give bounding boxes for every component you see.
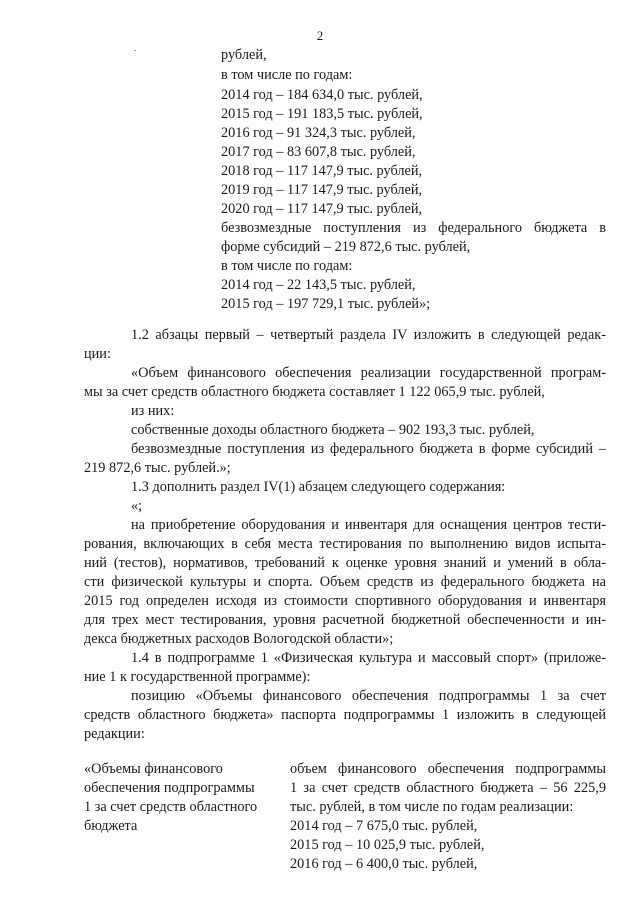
top-line: 2015 год – 191 183,5 тыс. рублей, — [221, 106, 423, 122]
table-right-line: 2014 год – 7 675,0 тыс. рублей, — [290, 818, 478, 834]
top-line: в том числе по годам: — [221, 67, 353, 83]
body-line: позицию «Объемы финансового обеспечения подпрограммы 1 за счет — [131, 688, 606, 704]
top-line: 2014 год – 22 143,5 тыс. рублей, — [221, 277, 416, 293]
table-right-line: 1 за счет средств областного бюджета – 56 225,9 — [290, 780, 606, 796]
body-line: для трех мест тестирования, уровня расчетной бюджетной обеспеченности и ин- — [84, 612, 606, 628]
table-right-line: объем финансового обеспечения подпрограммы — [290, 761, 606, 777]
top-line: рублей, — [221, 47, 267, 63]
body-line: «Объем финансового обеспечения реализации государственной програм- — [131, 365, 606, 381]
scan-mark — [134, 50, 136, 51]
top-line: 2018 год – 117 147,9 тыс. рублей, — [221, 163, 423, 179]
body-line: сти физической культуры и спорта. Объем средств из федерального бюджета на — [84, 574, 606, 590]
body-line: 219 872,6 тыс. рублей.»; — [84, 460, 231, 476]
body-line: «; — [131, 498, 143, 514]
body-line: из них: — [131, 403, 175, 419]
body-line: 1.3 дополнить раздел IV(1) абзацем следующего содержания: — [131, 479, 506, 495]
top-line: 2019 год – 117 147,9 тыс. рублей, — [221, 182, 423, 198]
body-line: ний (тестов), нормативов, требований к оценке уровня знаний и умений в обла- — [84, 555, 606, 571]
body-line: безвозмездные поступления из федерального бюджета в форме субсидий – — [131, 441, 606, 457]
body-line: 1.2 абзацы первый – четвертый раздела IV изложить в следующей редак- — [131, 327, 606, 343]
body-line: 1.4 в подпрограмме 1 «Физическая культура и массовый спорт» (приложе- — [131, 650, 606, 666]
page-number: 2 — [316, 28, 324, 43]
body-line: редакции: — [84, 726, 145, 742]
top-line: безвозмездные поступления из федерального бюджета в — [221, 220, 606, 236]
top-line: 2017 год – 83 607,8 тыс. рублей, — [221, 144, 416, 160]
top-line: в том числе по годам: — [221, 258, 353, 274]
body-line: ние 1 к государственной программе): — [84, 669, 311, 685]
body-line: ции: — [84, 346, 111, 362]
body-line: собственные доходы областного бюджета – 902 193,3 тыс. рублей, — [131, 422, 535, 438]
table-right-line: 2015 год – 10 025,9 тыс. рублей, — [290, 837, 485, 853]
table-left-line: обеспечения подпрограммы — [84, 780, 255, 796]
body-line: декса бюджетных расходов Вологодской области»; — [84, 631, 394, 647]
top-line: 2020 год – 117 147,9 тыс. рублей, — [221, 201, 423, 217]
table-right-line: 2016 год – 6 400,0 тыс. рублей, — [290, 856, 478, 872]
body-line: рования, включающих в себя места тестирования по выполнению видов испыта- — [84, 536, 606, 552]
body-line: на приобретение оборудования и инвентаря для оснащения центров тести- — [131, 517, 606, 533]
top-line: 2016 год – 91 324,3 тыс. рублей, — [221, 125, 416, 141]
body-line: 2015 год определен исходя из стоимости спортивного оборудования и инвентаря — [84, 593, 606, 609]
table-right-line: тыс. рублей, в том числе по годам реализации: — [290, 799, 574, 815]
top-line: 2014 год – 184 634,0 тыс. рублей, — [221, 87, 423, 103]
table-left-line: «Объемы финансового — [84, 761, 223, 777]
top-line: 2015 год – 197 729,1 тыс. рублей»; — [221, 296, 431, 312]
top-line: форме субсидий – 219 872,6 тыс. рублей, — [221, 239, 471, 255]
body-line: средств областного бюджета» паспорта подпрограммы 1 изложить в следующей — [84, 707, 606, 723]
table-left-line: бюджета — [84, 818, 138, 834]
table-left-line: 1 за счет средств областного — [84, 799, 258, 815]
body-line: мы за счет средств областного бюджета составляет 1 122 065,9 тыс. рублей, — [84, 384, 545, 400]
